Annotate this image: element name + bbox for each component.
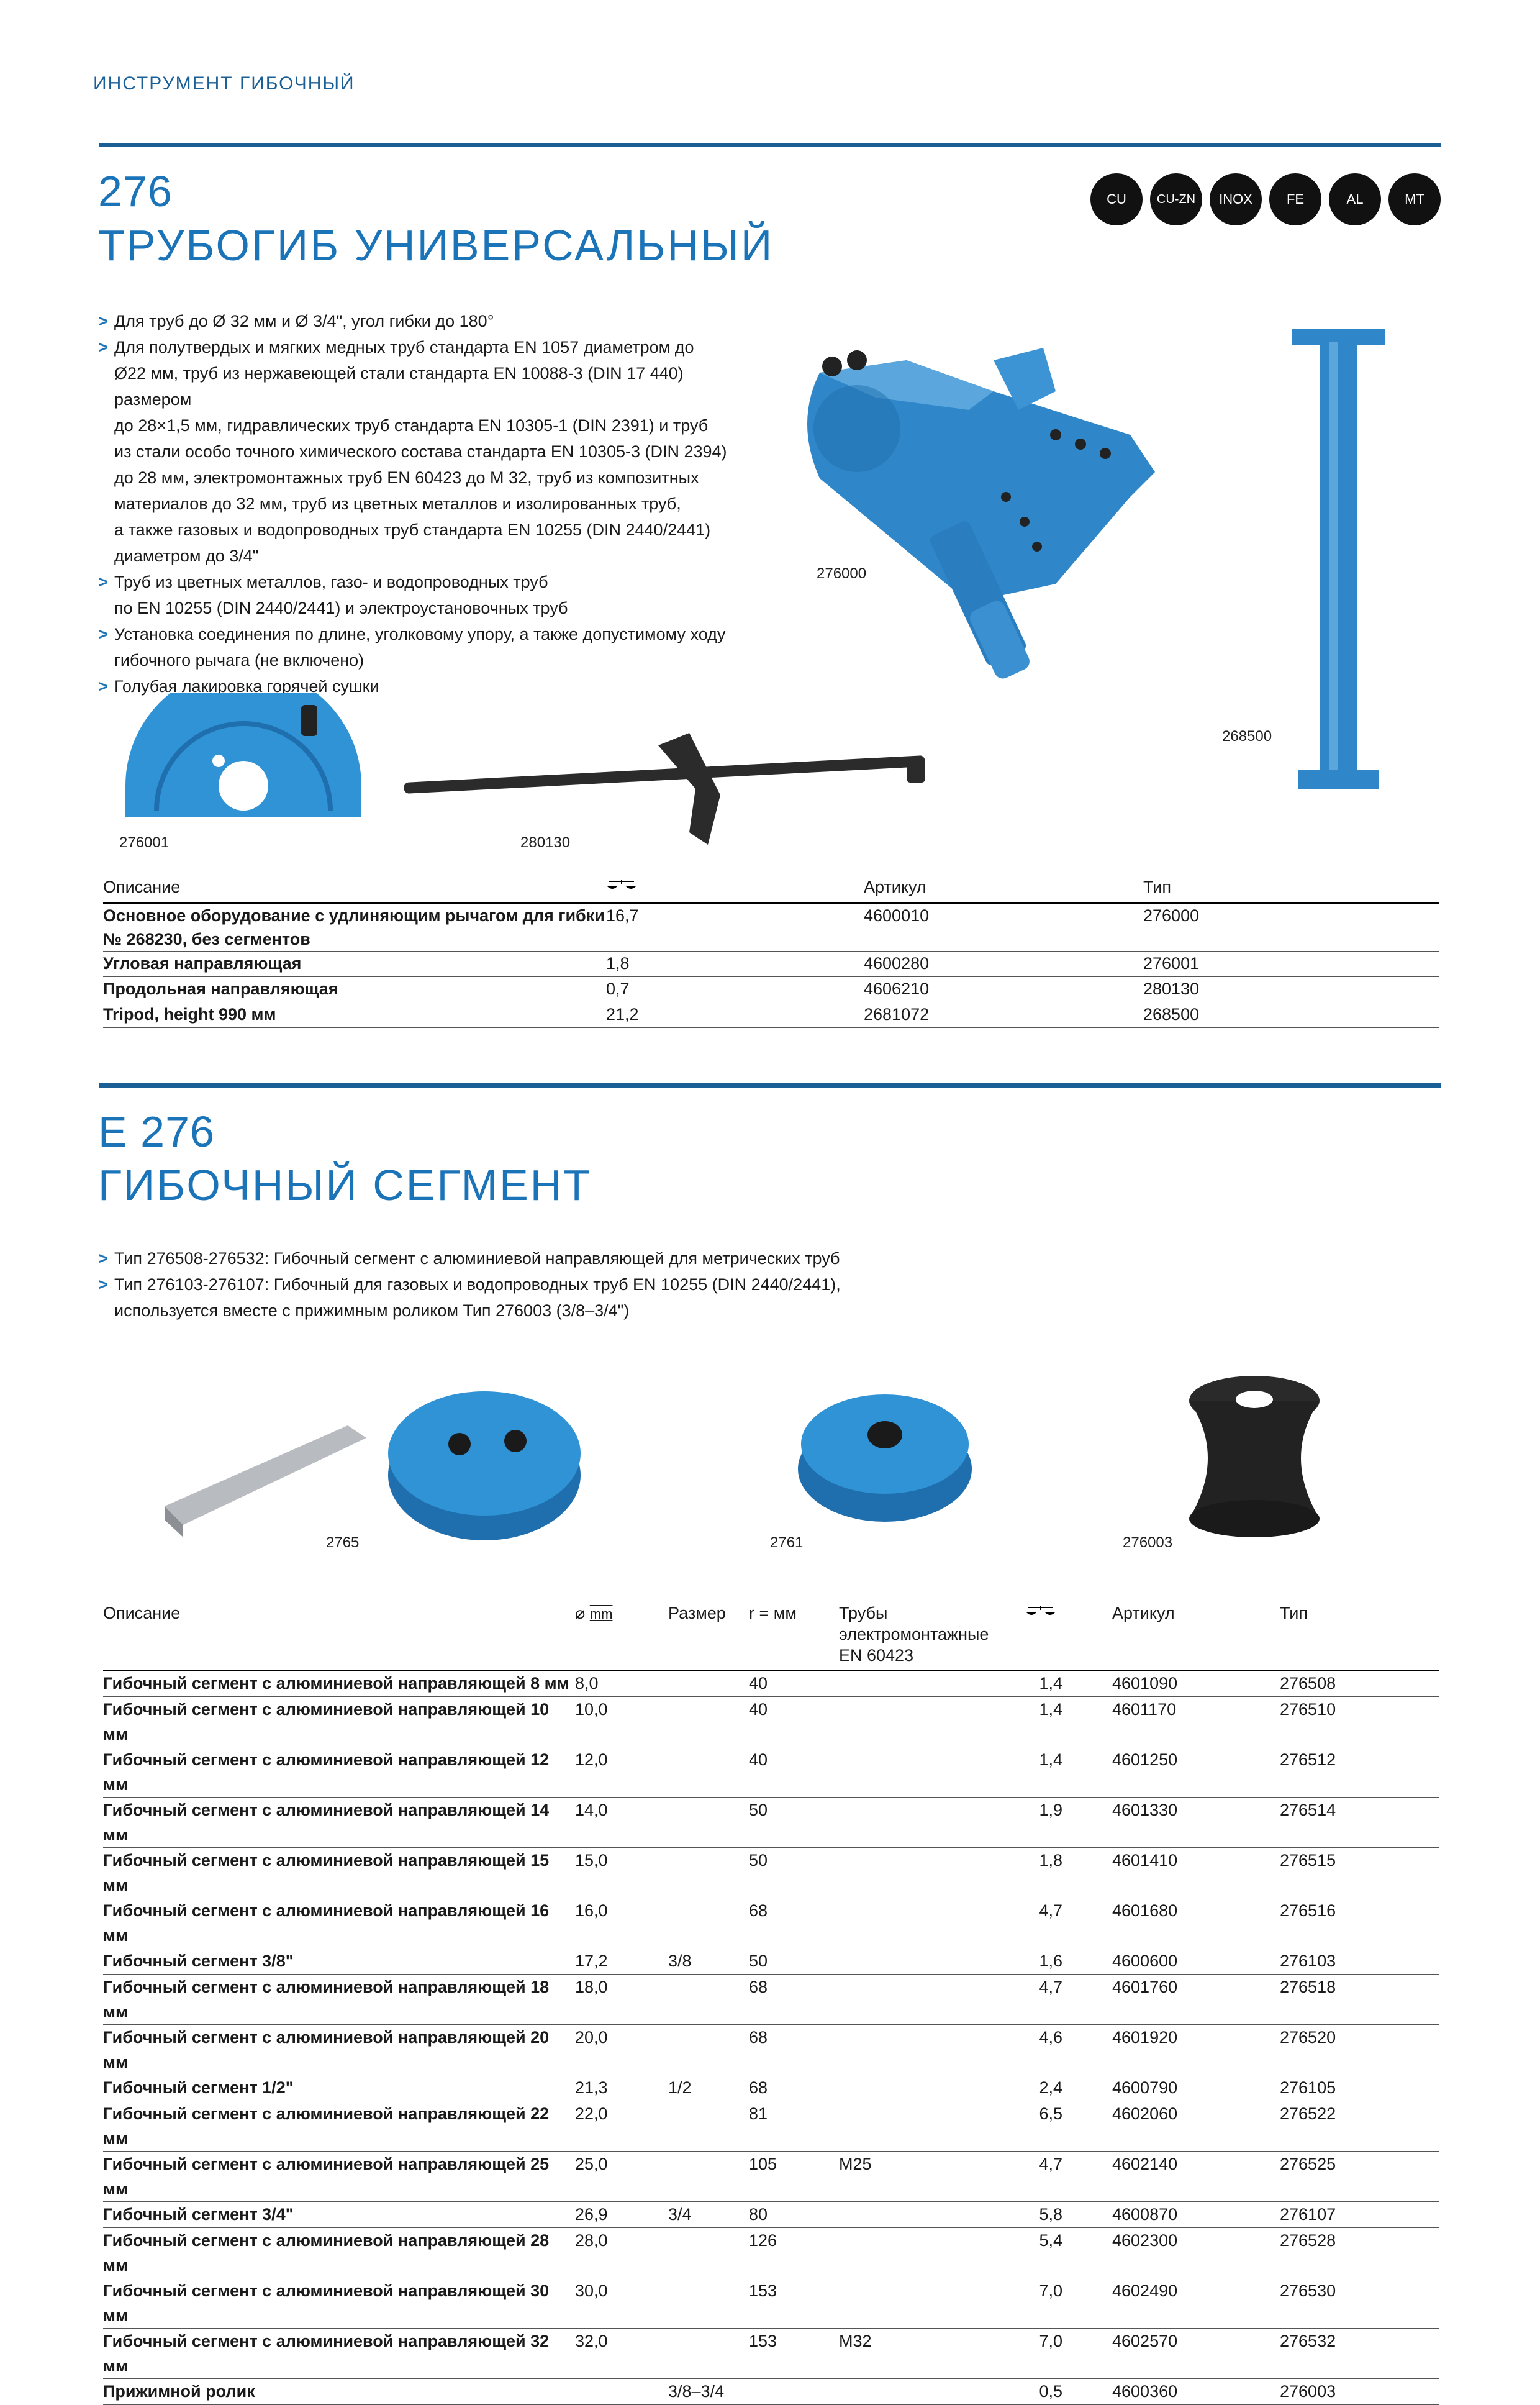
cell-size — [668, 2228, 749, 2278]
cell-article: 4602300 — [1112, 2228, 1280, 2278]
cell-desc: Гибочный сегмент с алюминиевой направляющей 32 мм — [103, 2329, 575, 2379]
section1-feature-list — [98, 308, 750, 699]
cell-conduit — [839, 2278, 1025, 2329]
section2-feature-list — [98, 1245, 905, 1324]
section2-title: ГИБОЧНЫЙ СЕГМЕНТ — [98, 1161, 592, 1209]
roller-segment-image — [792, 1382, 978, 1525]
cell-r: 50 — [749, 1948, 839, 1975]
table-row — [103, 1670, 1439, 1697]
cell-weight: 1,4 — [1025, 1747, 1112, 1798]
cell-weight: 5,8 — [1025, 2202, 1112, 2228]
cell-dia: 8,0 — [575, 1670, 668, 1697]
cell-type: 276003 — [1280, 2379, 1439, 2405]
cell-type: 276525 — [1280, 2152, 1439, 2202]
image-code-276003: 276003 — [1123, 1534, 1173, 1551]
cell-article: 4602140 — [1112, 2152, 1280, 2202]
cell-weight: 7,0 — [1025, 2329, 1112, 2379]
cell-desc: Гибочный сегмент с алюминиевой направляющей 25 мм — [103, 2152, 575, 2202]
arrow-icon: > — [98, 625, 108, 643]
cell-r: 40 — [749, 1747, 839, 1798]
image-code-2761: 2761 — [770, 1534, 804, 1551]
cell-conduit — [839, 1747, 1025, 1798]
cell-r: 153 — [749, 2278, 839, 2329]
cell-desc: Гибочный сегмент 1/2" — [103, 2075, 575, 2101]
cell-dia: 30,0 — [575, 2278, 668, 2329]
cell-type: 276520 — [1280, 2025, 1439, 2075]
cell-r: 105 — [749, 2152, 839, 2202]
bending-segment-image — [161, 1382, 584, 1543]
col-type: Тип — [1143, 878, 1439, 903]
cell-r: 80 — [749, 2202, 839, 2228]
cell-desc: Гибочный сегмент с алюминиевой направляющей 18 мм — [103, 1975, 575, 2025]
cell-desc: Гибочный сегмент с алюминиевой направляющей 16 мм — [103, 1898, 575, 1948]
cell-conduit — [839, 2228, 1025, 2278]
cell-conduit — [839, 2025, 1025, 2075]
cell-desc: Гибочный сегмент с алюминиевой направляющей 12 мм — [103, 1747, 575, 1798]
cell-r: 40 — [749, 1697, 839, 1747]
cell-r: 81 — [749, 2101, 839, 2152]
cell-weight: 7,0 — [1025, 2278, 1112, 2329]
cell-article: 4600600 — [1112, 1948, 1280, 1975]
cell-r: 68 — [749, 1975, 839, 2025]
cell-size — [668, 2101, 749, 2152]
cell-type: 276528 — [1280, 2228, 1439, 2278]
feature-item: > Установка соединения по длине, уголковому упору, а также допустимому ходу гибочного рычага (не включено) — [98, 621, 750, 673]
cell-desc: Гибочный сегмент с алюминиевой направляющей 10 мм — [103, 1697, 575, 1747]
cell-article: 4601170 — [1112, 1697, 1280, 1747]
cell-type: 276508 — [1280, 1670, 1439, 1697]
cell-article: 4601680 — [1112, 1898, 1280, 1948]
cell-type: 276518 — [1280, 1975, 1439, 2025]
image-code-276001: 276001 — [119, 834, 170, 851]
col-size: Размер — [668, 1603, 749, 1670]
cell-r — [749, 2379, 839, 2405]
segments-table-body — [103, 1670, 1439, 2405]
cell-size — [668, 2025, 749, 2075]
cell-desc: Гибочный сегмент с алюминиевой направляющей 8 мм — [103, 1670, 575, 1697]
cell-article: 4601760 — [1112, 1975, 1280, 2025]
cell-weight: 2,4 — [1025, 2075, 1112, 2101]
cell-dia: 15,0 — [575, 1848, 668, 1898]
cell-r: 68 — [749, 1898, 839, 1948]
cell-weight: 1,6 — [1025, 1948, 1112, 1975]
cell-article: 4600360 — [1112, 2379, 1280, 2405]
table-row — [103, 2075, 1439, 2101]
col-article: Артикул — [1112, 1603, 1280, 1670]
cell-size — [668, 1898, 749, 1948]
feature-item: > Тип 276508-276532: Гибочный сегмент с алюминиевой направляющей для метрических труб — [98, 1245, 905, 1271]
cell-r: 50 — [749, 1848, 839, 1898]
cell-weight: 1,4 — [1025, 1670, 1112, 1697]
cell-size: 3/8–3/4 — [668, 2379, 749, 2405]
col-description: Описание — [103, 878, 606, 903]
longitudinal-guide-image — [397, 721, 931, 845]
cell-size — [668, 1697, 749, 1747]
arrow-icon: > — [98, 573, 108, 591]
table-row — [103, 2329, 1439, 2379]
image-code-280130: 280130 — [520, 834, 571, 851]
angle-guide-image — [119, 693, 368, 826]
cell-article: 4602060 — [1112, 2101, 1280, 2152]
cell-r: 126 — [749, 2228, 839, 2278]
badge-fe: FE — [1269, 173, 1321, 225]
tripod-image — [1285, 323, 1410, 801]
table-row — [103, 2278, 1439, 2329]
cell-weight: 4,6 — [1025, 2025, 1112, 2075]
col-radius: r = мм — [749, 1603, 839, 1670]
cell-r: 68 — [749, 2025, 839, 2075]
col-diameter: ⌀ mm — [575, 1603, 668, 1670]
cell-desc: Гибочный сегмент с алюминиевой направляющей 20 мм — [103, 2025, 575, 2075]
cell-desc: Прижимной ролик — [103, 2379, 575, 2405]
cell-conduit — [839, 2101, 1025, 2152]
cell-dia: 12,0 — [575, 1747, 668, 1798]
cell-desc: Гибочный сегмент с алюминиевой направляющей 30 мм — [103, 2278, 575, 2329]
cell-type: 276532 — [1280, 2329, 1439, 2379]
cell-weight: 4,7 — [1025, 1975, 1112, 2025]
category-label: ИНСТРУМЕНТ ГИБОЧНЫЙ — [93, 73, 355, 94]
table-row: Продольная направляющая 0,7 4606210 280130 — [103, 977, 1439, 1002]
equipment-table — [103, 878, 1439, 1028]
badge-cu: CU — [1090, 173, 1143, 225]
cell-type: 276510 — [1280, 1697, 1439, 1747]
image-code-268500: 268500 — [1222, 728, 1272, 745]
cell-conduit — [839, 2075, 1025, 2101]
cell-type: 276105 — [1280, 2075, 1439, 2101]
cell-article: 4602490 — [1112, 2278, 1280, 2329]
table-header-row — [103, 1603, 1439, 1670]
segments-table — [103, 1603, 1439, 2405]
cell-type: 276515 — [1280, 1848, 1439, 1898]
cell-weight: 6,5 — [1025, 2101, 1112, 2152]
cell-type: 276514 — [1280, 1798, 1439, 1848]
col-weight — [1025, 1603, 1112, 1670]
cell-dia: 21,3 — [575, 2075, 668, 2101]
cell-dia: 17,2 — [575, 1948, 668, 1975]
cell-article: 4602570 — [1112, 2329, 1280, 2379]
cell-type: 276512 — [1280, 1747, 1439, 1798]
diameter-icon: ⌀ — [575, 1604, 586, 1622]
feature-item: > Для полутвердых и мягких медных труб стандарта EN 1057 диаметром до Ø22 мм, труб из нержавеющей стали стандарта EN 10088-3 (DIN 17 440) размером до 28×1,5 мм, гидравлических труб стандарта EN 10305-1 (DIN 2391) и труб из стали особо точного химического состава стандарта EN 10305-3 (DIN 2394) до 28 мм, электромонтажных труб EN 60423 до M 32, труб из композитных материалов до 32 мм, труб из цветных металлов и изолированных труб, а также газовых и водопроводных труб стандарта EN 10255 (DIN 2440/2441) диаметром до 3/4" — [98, 334, 750, 569]
cell-r: 153 — [749, 2329, 839, 2379]
table-row — [103, 1798, 1439, 1848]
table-row — [103, 1975, 1439, 2025]
cell-conduit — [839, 1848, 1025, 1898]
cell-size — [668, 1670, 749, 1697]
cell-size — [668, 2278, 749, 2329]
cell-article: 4601330 — [1112, 1798, 1280, 1848]
cell-conduit: M25 — [839, 2152, 1025, 2202]
cell-desc: Гибочный сегмент с алюминиевой направляющей 22 мм — [103, 2101, 575, 2152]
cell-weight: 4,7 — [1025, 1898, 1112, 1948]
section1-number: 276 — [98, 167, 173, 216]
cell-weight: 1,8 — [1025, 1848, 1112, 1898]
cell-conduit — [839, 1697, 1025, 1747]
cell-dia: 32,0 — [575, 2329, 668, 2379]
cell-size: 3/8 — [668, 1948, 749, 1975]
arrow-icon: > — [98, 1275, 108, 1294]
feature-item: > Для труб до Ø 32 мм и Ø 3/4", угол гибки до 180° — [98, 308, 750, 334]
image-code-2765: 2765 — [326, 1534, 360, 1551]
cell-dia: 18,0 — [575, 1975, 668, 2025]
feature-item: > Тип 276103-276107: Гибочный для газовых и водопроводных труб EN 10255 (DIN 2440/2441), используется вместе с прижимным роликом Тип 276003 (3/8–3/4") — [98, 1271, 905, 1324]
cell-dia: 22,0 — [575, 2101, 668, 2152]
cell-conduit — [839, 1975, 1025, 2025]
table-row — [103, 2228, 1439, 2278]
cell-conduit: M32 — [839, 2329, 1025, 2379]
col-weight — [606, 878, 864, 903]
cell-conduit — [839, 1798, 1025, 1848]
top-divider — [99, 143, 1441, 147]
cell-type: 276103 — [1280, 1948, 1439, 1975]
cell-dia: 16,0 — [575, 1898, 668, 1948]
cell-desc: Гибочный сегмент с алюминиевой направляющей 14 мм — [103, 1798, 575, 1848]
table-row — [103, 2379, 1439, 2405]
image-code-276000: 276000 — [817, 565, 867, 582]
table-header-row — [103, 878, 1439, 903]
cell-size — [668, 2329, 749, 2379]
cell-conduit — [839, 1948, 1025, 1975]
cell-type: 276107 — [1280, 2202, 1439, 2228]
col-article: Артикул — [864, 878, 1143, 903]
table-row: Основное оборудование с удлиняющим рычагом для гибки № 268230, без сегментов 16,7 4600010 276000 — [103, 903, 1439, 952]
table-row — [103, 1848, 1439, 1898]
cell-dia: 14,0 — [575, 1798, 668, 1848]
cell-conduit — [839, 1670, 1025, 1697]
cell-dia: 28,0 — [575, 2228, 668, 2278]
cell-type: 276530 — [1280, 2278, 1439, 2329]
cell-desc: Гибочный сегмент с алюминиевой направляющей 28 мм — [103, 2228, 575, 2278]
table-row — [103, 2202, 1439, 2228]
cell-article: 4601090 — [1112, 1670, 1280, 1697]
scale-icon — [606, 878, 637, 897]
section-divider — [99, 1083, 1441, 1088]
badge-inox: INOX — [1210, 173, 1262, 225]
col-conduit: Трубы электромонтажные EN 60423 — [839, 1603, 1025, 1670]
cell-size: 3/4 — [668, 2202, 749, 2228]
cell-conduit — [839, 2202, 1025, 2228]
pipe-bender-image — [782, 335, 1180, 696]
cell-r: 68 — [749, 2075, 839, 2101]
cell-desc: Гибочный сегмент с алюминиевой направляющей 15 мм — [103, 1848, 575, 1898]
cell-desc: Гибочный сегмент 3/8" — [103, 1948, 575, 1975]
cell-weight: 1,4 — [1025, 1697, 1112, 1747]
table-row — [103, 1948, 1439, 1975]
cell-dia: 10,0 — [575, 1697, 668, 1747]
badge-al: AL — [1329, 173, 1381, 225]
table-row: Tripod, height 990 мм 21,2 2681072 268500 — [103, 1002, 1439, 1028]
table-row: Угловая направляющая 1,8 4600280 276001 — [103, 952, 1439, 977]
material-badges — [1090, 173, 1441, 225]
arrow-icon: > — [98, 312, 108, 330]
cell-conduit — [839, 2379, 1025, 2405]
table-row — [103, 1747, 1439, 1798]
section2-number: E 276 — [98, 1107, 215, 1156]
cell-article: 4600790 — [1112, 2075, 1280, 2101]
table-row — [103, 2101, 1439, 2152]
cell-r: 40 — [749, 1670, 839, 1697]
section1-title: ТРУБОГИБ УНИВЕРСАЛЬНЫЙ — [98, 221, 774, 270]
cell-article: 4601920 — [1112, 2025, 1280, 2075]
cell-dia — [575, 2379, 668, 2405]
cell-type: 276522 — [1280, 2101, 1439, 2152]
cell-weight: 5,4 — [1025, 2228, 1112, 2278]
cell-size — [668, 1975, 749, 2025]
cell-size — [668, 1798, 749, 1848]
table-row — [103, 1898, 1439, 1948]
arrow-icon: > — [98, 1249, 108, 1268]
cell-dia: 20,0 — [575, 2025, 668, 2075]
scale-icon — [1025, 1603, 1056, 1624]
table-row — [103, 2152, 1439, 2202]
cell-type: 276516 — [1280, 1898, 1439, 1948]
cell-dia: 25,0 — [575, 2152, 668, 2202]
cell-size — [668, 1848, 749, 1898]
cell-size: 1/2 — [668, 2075, 749, 2101]
col-description: Описание — [103, 1603, 575, 1670]
cell-size — [668, 2152, 749, 2202]
cell-r: 50 — [749, 1798, 839, 1848]
cell-weight: 1,9 — [1025, 1798, 1112, 1848]
cell-weight: 4,7 — [1025, 2152, 1112, 2202]
table-row — [103, 1697, 1439, 1747]
cell-article: 4600870 — [1112, 2202, 1280, 2228]
cell-dia: 26,9 — [575, 2202, 668, 2228]
press-roller-image — [1183, 1376, 1326, 1543]
table-row — [103, 2025, 1439, 2075]
cell-size — [668, 1747, 749, 1798]
badge-cu-zn: CU-ZN — [1150, 173, 1202, 225]
badge-mt: MT — [1388, 173, 1441, 225]
arrow-icon: > — [98, 338, 108, 357]
arrow-icon: > — [98, 677, 108, 696]
col-type: Тип — [1280, 1603, 1439, 1670]
feature-item: > Труб из цветных металлов, газо- и водопроводных труб по EN 10255 (DIN 2440/2441) и электроустановочных труб — [98, 569, 750, 621]
cell-desc: Гибочный сегмент 3/4" — [103, 2202, 575, 2228]
cell-article: 4601410 — [1112, 1848, 1280, 1898]
feature-item: > Голубая лакировка горячей сушки — [98, 673, 750, 699]
cell-conduit — [839, 1898, 1025, 1948]
cell-article: 4601250 — [1112, 1747, 1280, 1798]
cell-weight: 0,5 — [1025, 2379, 1112, 2405]
